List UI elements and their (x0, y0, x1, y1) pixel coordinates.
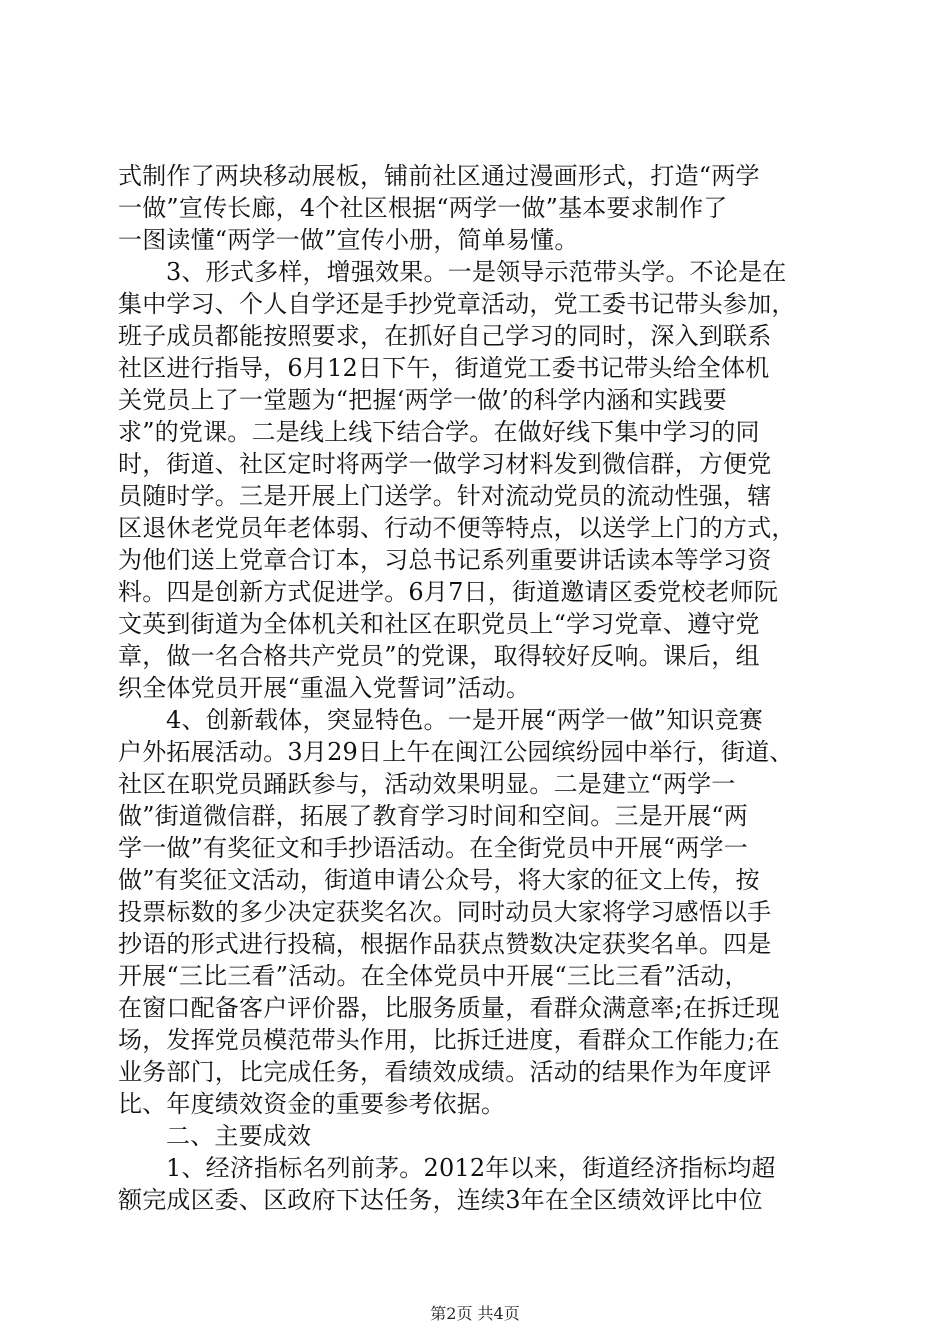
text-line: 一图读懂“两学一做”宣传小册，简单易懂。 (118, 226, 579, 254)
text-line: 关党员上了一堂题为“把握‘两学一做’的科学内涵和实践要 (118, 386, 727, 414)
text-line: 区退休老党员年老体弱、行动不便等特点，以送学上门的方式， (118, 514, 796, 542)
text-line: 料。四是创新方式促进学。6月7日，街道邀请区委党校老师阮 (118, 578, 779, 606)
text-line: 社区进行指导，6月12日下午，街道党工委书记带头给全体机 (118, 354, 770, 382)
text-line: 求”的党课。二是线上线下结合学。在做好线下集中学习的同 (118, 418, 760, 446)
text-line: 织全体党员开展“重温入党誓词”活动。 (118, 674, 531, 702)
paragraph-start-line: 4、创新载体，突显特色。一是开展“两学一做”知识竞赛 (166, 706, 764, 734)
text-line: 户外拓展活动。3月29日上午在闽江公园缤纷园中举行，街道、 (118, 738, 794, 766)
paragraph-start-line: 3、形式多样，增强效果。一是领导示范带头学。不论是在 (166, 258, 787, 286)
text-line: 一做”宣传长廊，4个社区根据“两学一做”基本要求制作了 (118, 194, 728, 222)
text-line: 集中学习、个人自学还是手抄党章活动，党工委书记带头参加， (118, 290, 796, 318)
text-line: 做”有奖征文活动，街道申请公众号，将大家的征文上传，按 (118, 866, 760, 894)
text-line: 在窗口配备客户评价器，比服务质量，看群众满意率;在拆迁现 (118, 994, 780, 1022)
text-line: 做”街道微信群，拓展了教育学习时间和空间。三是开展“两 (118, 802, 748, 830)
text-line: 比、年度绩效资金的重要参考依据。 (118, 1090, 506, 1118)
page-footer: 第2页 共4页 (430, 1304, 520, 1323)
text-line: 开展“三比三看”活动。在全体党员中开展“三比三看”活动， (118, 962, 749, 990)
text-line: 时，街道、社区定时将两学一做学习材料发到微信群，方便党 (118, 450, 772, 478)
text-line: 场，发挥党员模范带头作用，比拆迁进度，看群众工作能力;在 (118, 1026, 780, 1054)
text-line: 社区在职党员踊跃参与，活动效果明显。二是建立“两学一 (118, 770, 736, 798)
text-line: 班子成员都能按照要求，在抓好自己学习的同时，深入到联系 (118, 322, 772, 350)
body-text (118, 160, 834, 1216)
text-line: 业务部门，比完成任务，看绩效成绩。活动的结果作为年度评 (118, 1058, 772, 1086)
text-line: 抄语的形式进行投稿，根据作品获点赞数决定获奖名单。四是 (118, 930, 772, 958)
paragraph-start-line: 1、经济指标名列前茅。2012年以来，街道经济指标均超 (166, 1154, 776, 1182)
text-line: 为他们送上党章合订本，习总书记系列重要讲话读本等学习资 (118, 546, 772, 574)
text-line: 文英到街道为全体机关和社区在职党员上“学习党章、遵守党 (118, 610, 760, 638)
text-line: 员随时学。三是开展上门送学。针对流动党员的流动性强，辖 (118, 482, 772, 510)
text-line: 式制作了两块移动展板，铺前社区通过漫画形式，打造“两学 (118, 162, 760, 190)
section-heading: 二、主要成效 (166, 1122, 312, 1150)
text-line: 章，做一名合格共产党员”的党课，取得较好反响。课后，组 (118, 642, 760, 670)
text-line: 投票标数的多少决定获奖名次。同时动员大家将学习感悟以手 (118, 898, 772, 926)
text-line: 学一做”有奖征文和手抄语活动。在全街党员中开展“两学一 (118, 834, 748, 862)
text-line: 额完成区委、区政府下达任务，连续3年在全区绩效评比中位 (118, 1186, 763, 1214)
